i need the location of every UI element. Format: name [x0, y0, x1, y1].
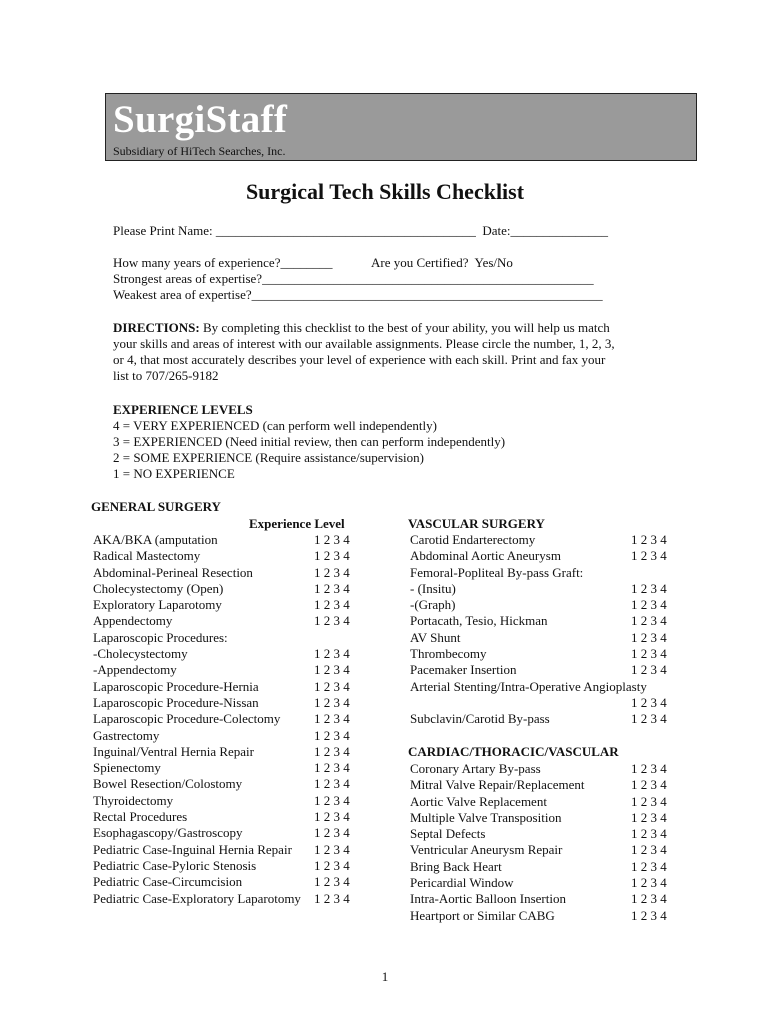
- skill-row: [93, 858, 393, 874]
- skill-label: -Appendectomy: [93, 662, 177, 678]
- skill-level-options[interactable]: 1 2 3 4: [631, 826, 667, 842]
- skill-level-options[interactable]: 1 2 3 4: [314, 646, 350, 662]
- cardiac-surgery-list: [410, 761, 710, 924]
- page-number: 1: [381, 969, 389, 984]
- skill-label: Rectal Procedures: [93, 809, 188, 825]
- skill-row: [410, 826, 710, 842]
- directions-line-4: list to 707/265-9182: [113, 368, 219, 383]
- skill-label: Pediatric Case-Pyloric Stenosis: [93, 857, 257, 873]
- skill-level-options[interactable]: 1 2 3 4: [314, 792, 350, 808]
- skill-row: [410, 532, 710, 548]
- skill-label: Appendectomy: [93, 613, 173, 629]
- strongest-areas-field[interactable]: Strongest areas of expertise?___________________________________________________: [113, 271, 594, 286]
- skill-label: Aortic Valve Replacement: [410, 793, 547, 809]
- skill-row: [410, 548, 710, 564]
- experience-level-4: 4 = VERY EXPERIENCED (can perform well independently): [113, 418, 437, 433]
- skill-row: [93, 548, 393, 564]
- skill-level-options[interactable]: 1 2 3 4: [314, 890, 350, 906]
- skill-row: [93, 825, 393, 841]
- skill-row: [410, 908, 710, 924]
- skill-row: [410, 777, 710, 793]
- name-date-field[interactable]: Please Print Name: ________________________________________ Date:_______________: [113, 223, 609, 238]
- directions-line-1: [113, 320, 610, 336]
- skill-level-options[interactable]: 1 2 3 4: [314, 613, 350, 629]
- skill-row: [93, 891, 393, 907]
- skill-row: [410, 794, 710, 810]
- skill-label: Laparoscopic Procedure-Nissan: [93, 694, 259, 710]
- skill-label: Pacemaker Insertion: [410, 662, 517, 678]
- skill-row: [93, 581, 393, 597]
- general-surgery-heading: GENERAL SURGERY: [91, 499, 221, 514]
- skill-row: [410, 891, 710, 907]
- skill-row: [93, 711, 393, 727]
- skill-label: Septal Defects: [410, 826, 486, 842]
- years-experience-field[interactable]: How many years of experience?________: [113, 255, 333, 270]
- skill-level-options[interactable]: 1 2 3 4: [314, 874, 350, 890]
- skill-level-options[interactable]: 1 2 3 4: [631, 858, 667, 874]
- experience-level-2: 2 = SOME EXPERIENCE (Require assistance/supervision): [113, 450, 424, 465]
- skill-row: [93, 597, 393, 613]
- skill-level-options[interactable]: 1 2 3 4: [631, 875, 667, 891]
- skill-row: [410, 810, 710, 826]
- skill-label: Radical Mastectomy: [93, 548, 201, 564]
- skill-label: Pediatric Case-Circumcision: [93, 874, 243, 890]
- skill-label: Cholecystectomy (Open): [93, 580, 224, 596]
- skill-level-options[interactable]: 1 2 3 4: [631, 809, 667, 825]
- skill-row: [93, 842, 393, 858]
- skill-level-options[interactable]: 1 2 3 4: [631, 761, 667, 776]
- skill-label: Bowel Resection/Colostomy: [93, 776, 243, 792]
- skill-level-options[interactable]: 1 2 3 4: [314, 743, 350, 759]
- skill-label: Gastrectomy: [93, 727, 160, 743]
- skill-label: Inguinal/Ventral Hernia Repair: [93, 743, 254, 759]
- skill-row: [410, 613, 710, 629]
- skill-level-options[interactable]: 1 2 3 4: [314, 760, 350, 776]
- skill-row: [410, 859, 710, 875]
- directions-label: DIRECTIONS:: [113, 320, 200, 335]
- skill-label: -(Graph): [410, 597, 456, 613]
- skill-level-options[interactable]: 1 2 3 4: [314, 694, 350, 710]
- skill-label: Femoral-Popliteal By-pass Graft:: [410, 564, 584, 580]
- skill-label: Pediatric Case-Exploratory Laparotomy: [93, 890, 301, 906]
- skill-level-options[interactable]: 1 2 3 4: [314, 825, 350, 841]
- skill-label: Abdominal Aortic Aneurysm: [410, 548, 561, 564]
- weakest-area-field[interactable]: Weakest area of expertise?______________________________________________________: [113, 287, 603, 302]
- skill-row: [93, 646, 393, 662]
- skill-row: [93, 613, 393, 629]
- experience-levels-heading: EXPERIENCE LEVELS: [113, 402, 253, 417]
- skill-row: [93, 760, 393, 776]
- skill-level-options[interactable]: 1 2 3 4: [631, 907, 667, 923]
- skill-row: [410, 695, 710, 711]
- skill-label: Laparoscopic Procedure-Colectomy: [93, 711, 281, 727]
- skill-label: Carotid Endarterectomy: [410, 532, 536, 547]
- cardiac-surgery-heading: CARDIAC/THORACIC/VASCULAR: [408, 744, 619, 759]
- skill-level-options[interactable]: 1 2 3 4: [314, 597, 350, 613]
- skill-row: [93, 565, 393, 581]
- skill-level-options[interactable]: 1 2 3 4: [631, 629, 667, 645]
- skill-row: [410, 630, 710, 646]
- skill-row: [410, 662, 710, 678]
- letterhead-banner: [105, 93, 697, 161]
- skill-label: Abdominal-Perineal Resection: [93, 564, 253, 580]
- skill-label: Ventricular Aneurysm Repair: [410, 842, 563, 858]
- certified-question[interactable]: Are you Certified? Yes/No: [371, 255, 513, 270]
- skill-label: Exploratory Laparotomy: [93, 597, 222, 613]
- skill-row: [410, 646, 710, 662]
- skill-label: - (Insitu): [410, 580, 456, 596]
- skill-label: Mitral Valve Repair/Replacement: [410, 777, 585, 793]
- skill-level-options[interactable]: 1 2 3 4: [314, 841, 350, 857]
- skill-label: Esophagascopy/Gastroscopy: [93, 825, 243, 841]
- skill-level-options[interactable]: 1 2 3 4: [314, 809, 350, 825]
- skill-row: [410, 761, 710, 777]
- skill-level-options[interactable]: 1 2 3 4: [314, 678, 350, 694]
- skill-row: [93, 728, 393, 744]
- skill-row: [93, 630, 393, 646]
- skill-level-options[interactable]: 1 2 3 4: [631, 646, 667, 662]
- skill-label: Laparoscopic Procedure-Hernia: [93, 678, 259, 694]
- skill-level-options[interactable]: 1 2 3 4: [314, 711, 350, 727]
- skill-row: [93, 874, 393, 890]
- skill-label: Thyroidectomy: [93, 792, 174, 808]
- skill-label: Thrombecomy: [410, 646, 487, 662]
- experience-level-1: 1 = NO EXPERIENCE: [113, 466, 235, 481]
- skill-label: Arterial Stenting/Intra-Operative Angioplasty: [410, 678, 647, 694]
- subsidiary-text: Subsidiary of HiTech Searches, Inc.: [113, 144, 286, 158]
- skill-level-options[interactable]: 1 2 3 4: [631, 662, 667, 678]
- skill-row: [410, 597, 710, 613]
- skill-level-options[interactable]: 1 2 3 4: [631, 793, 667, 809]
- skill-level-options[interactable]: 1 2 3 4: [631, 694, 667, 710]
- skill-row: [410, 565, 710, 581]
- skill-level-options[interactable]: 1 2 3 4: [314, 662, 350, 678]
- skill-label: AKA/BKA (amputation: [93, 532, 218, 547]
- skill-label: AV Shunt: [410, 629, 461, 645]
- skill-level-options[interactable]: 1 2 3 4: [314, 580, 350, 596]
- skill-label: Spienectomy: [93, 760, 161, 776]
- skill-row: [93, 744, 393, 760]
- skill-row: [410, 581, 710, 597]
- skill-level-options[interactable]: 1 2 3 4: [314, 564, 350, 580]
- skill-row: [93, 809, 393, 825]
- skill-row: [93, 776, 393, 792]
- skill-label: Pediatric Case-Inguinal Hernia Repair: [93, 841, 292, 857]
- directions-line-3: or 4, that most accurately describes your level of experience with each skill. Print and fax your: [113, 352, 606, 367]
- vascular-surgery-list: [410, 532, 710, 728]
- document-title: Surgical Tech Skills Checklist: [245, 179, 525, 204]
- skill-label: Heartport or Similar CABG: [410, 907, 555, 923]
- skill-row: [93, 532, 393, 548]
- brand-logo-text: SurgiStaff: [113, 98, 288, 141]
- skill-level-options[interactable]: 1 2 3 4: [631, 891, 667, 907]
- skill-row: [93, 793, 393, 809]
- general-surgery-list: [93, 532, 393, 907]
- skill-row: [93, 662, 393, 678]
- skill-level-options[interactable]: 1 2 3 4: [631, 613, 667, 629]
- skill-row: [410, 842, 710, 858]
- skill-label: Laparoscopic Procedures:: [93, 629, 228, 645]
- skill-row: [93, 695, 393, 711]
- skill-row: [93, 679, 393, 695]
- skill-label: Bring Back Heart: [410, 858, 502, 874]
- skill-row: [410, 679, 710, 695]
- skill-row: [410, 711, 710, 727]
- skill-level-options[interactable]: 1 2 3 4: [314, 548, 350, 564]
- skill-level-options[interactable]: 1 2 3 4: [631, 580, 667, 596]
- skill-label: Multiple Valve Transposition: [410, 809, 562, 825]
- skill-level-options[interactable]: 1 2 3 4: [631, 777, 667, 793]
- skill-label: Intra-Aortic Balloon Insertion: [410, 891, 566, 907]
- skill-level-options[interactable]: 1 2 3 4: [631, 842, 667, 858]
- skill-label: Coronary Artary By-pass: [410, 761, 541, 776]
- skill-row: [410, 875, 710, 891]
- skill-level-options[interactable]: 1 2 3 4: [314, 532, 350, 547]
- skill-label: Portacath, Tesio, Hickman: [410, 613, 548, 629]
- directions-line-2: your skills and areas of interest with our available assignments. Please circle the number, 1, 2, 3,: [113, 336, 615, 351]
- skill-level-options[interactable]: 1 2 3 4: [314, 776, 350, 792]
- skill-label: -Cholecystectomy: [93, 646, 188, 662]
- skill-level-options[interactable]: 1 2 3 4: [631, 548, 667, 564]
- skill-label: Subclavin/Carotid By-pass: [410, 711, 550, 727]
- vascular-surgery-heading: VASCULAR SURGERY: [408, 516, 545, 531]
- skill-level-options[interactable]: 1 2 3 4: [631, 532, 667, 547]
- experience-level-column-header: Experience Level: [249, 516, 345, 531]
- skill-level-options[interactable]: 1 2 3 4: [631, 597, 667, 613]
- experience-level-3: 3 = EXPERIENCED (Need initial review, then can perform independently): [113, 434, 506, 449]
- skill-label: Pericardial Window: [410, 875, 514, 891]
- skill-level-options[interactable]: 1 2 3 4: [314, 857, 350, 873]
- skill-level-options[interactable]: 1 2 3 4: [631, 711, 667, 727]
- directions-text-1: By completing this checklist to the best of your ability, you will help us match: [199, 320, 610, 335]
- skill-level-options[interactable]: 1 2 3 4: [314, 727, 350, 743]
